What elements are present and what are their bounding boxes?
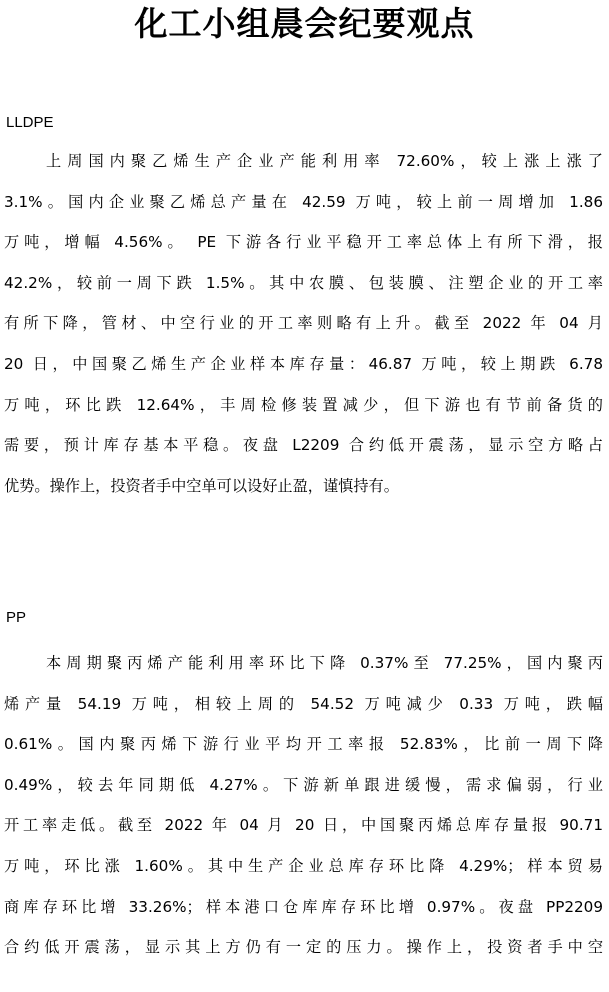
paragraph-line: 万吨，环比跌 12.64%，丰周检修装置减少，但下游也有节前备货的 <box>4 395 603 414</box>
page-title: 化工小组晨会纪要观点 <box>134 4 475 43</box>
paragraph-line: 3.1%。国内企业聚乙烯总产量在 42.59 万吨，较上前一周增加 1.86 <box>4 192 603 211</box>
paragraph-line: 20 日，中国聚乙烯生产企业样本库存量：46.87 万吨，较上期跌 6.78 <box>4 354 603 373</box>
section-heading-lldpe: LLDPE <box>6 114 54 131</box>
paragraph-line: 万吨，增幅 4.56%。 PE 下游各行业平稳开工率总体上有所下滑，报 <box>4 233 603 252</box>
paragraph-line: 优势。操作上，投资者手中空单可以设好止盈，谨慎持有。 <box>4 476 399 495</box>
paragraph-line: 有所下降，管材、中空行业的开工率则略有上升。截至 2022 年 04 月 <box>4 314 603 333</box>
paragraph-line: 0.49%，较去年同期低 4.27%。下游新单跟进缓慢，需求偏弱，行业 <box>4 775 603 794</box>
paragraph-lldpe <box>4 141 603 506</box>
paragraph-line: 上周国内聚乙烯生产企业产能利用率 72.60%，较上涨上涨了 <box>46 152 603 170</box>
paragraph-line: 0.61%。国内聚丙烯下游行业平均开工率报 52.83%，比前一周下降 <box>4 735 603 754</box>
paragraph-line: 烯产量 54.19 万吨，相较上周的 54.52 万吨减少 0.33 万吨，跌幅 <box>4 694 603 713</box>
paragraph-line: 本周期聚丙烯产能利用率环比下降 0.37%至 77.25%，国内聚丙 <box>46 654 603 672</box>
paragraph-line: 需要，预计库存基本平稳。夜盘 L2209 合约低开震荡，显示空方略占 <box>4 436 603 455</box>
paragraph-line: 合约低开震荡，显示其上方仍有一定的压力。操作上，投资者手中空 <box>4 938 603 957</box>
paragraph-line: 42.2%，较前一周下跌 1.5%。其中农膜、包装膜、注塑企业的开工率 <box>4 273 603 292</box>
paragraph-line: 商库存环比增 33.26%；样本港口仓库库存环比增 0.97%。夜盘 PP2209 <box>4 897 603 916</box>
paragraph-pp <box>4 643 603 968</box>
paragraph-line: 万吨，环比涨 1.60%。其中生产企业总库存环比降 4.29%；样本贸易 <box>4 856 603 875</box>
paragraph-line: 开工率走低。截至 2022 年 04 月 20 日，中国聚丙烯总库存量报 90.71 <box>4 816 603 835</box>
section-heading-pp: PP <box>6 609 27 626</box>
